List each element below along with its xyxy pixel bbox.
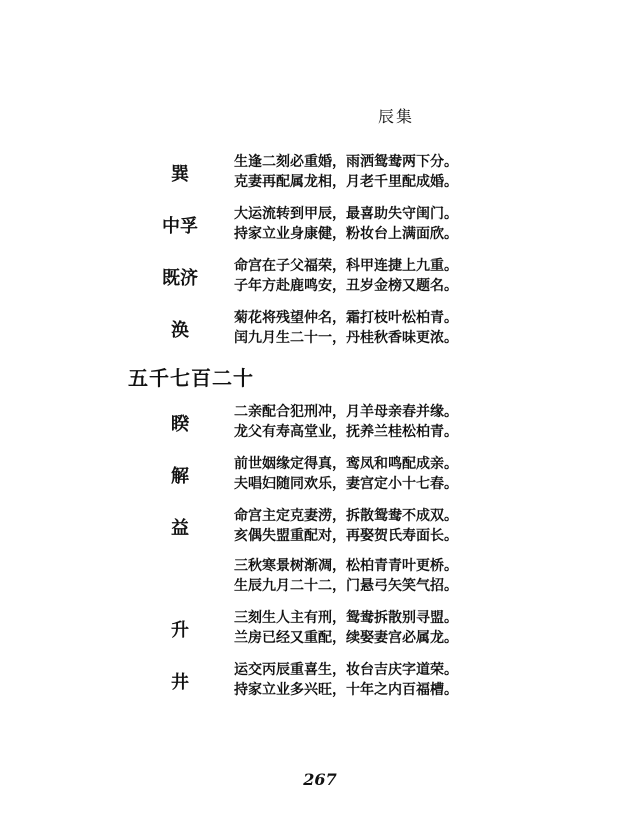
hexagram-name: 解 bbox=[171, 466, 189, 487]
verse-line: 持家立业多兴旺，十年之内百福槽。 bbox=[234, 682, 458, 698]
hexagram-name: 睽 bbox=[171, 414, 189, 435]
verse-line: 二亲配合犯刑冲，月羊母亲春并缘。 bbox=[234, 404, 458, 420]
verse bbox=[234, 402, 614, 442]
verse bbox=[234, 506, 614, 546]
hexagram-name: 井 bbox=[171, 672, 189, 693]
hexagram-name: 升 bbox=[171, 620, 189, 641]
page-header: 辰集 bbox=[378, 107, 415, 126]
verse-line: 龙父有寿高堂业，抚养兰桂松柏青。 bbox=[234, 424, 458, 440]
verse bbox=[234, 152, 614, 192]
verse-line: 前世姻缘定得真，鸾凤和鸣配成亲。 bbox=[234, 456, 458, 472]
verse-line: 三刻生人主有刑，鸳鸯拆散别寻盟。 bbox=[234, 610, 458, 626]
verse bbox=[234, 608, 614, 648]
entry-huan bbox=[0, 308, 640, 352]
entry-sheng bbox=[0, 608, 640, 652]
verse-line: 生逢二刻必重婚，雨洒鸳鸯两下分。 bbox=[234, 154, 458, 170]
verse-line: 子年方赴鹿鸣安，丑岁金榜又题名。 bbox=[234, 278, 458, 294]
hexagram-name: 益 bbox=[171, 518, 189, 539]
verse-line: 命宫在子父福荣，科甲连捷上九重。 bbox=[234, 258, 458, 274]
verse-line: 亥偶失盟重配对，再娶贺氏寿面长。 bbox=[234, 528, 458, 544]
verse-line: 命宫主定克妻涝，拆散鸳鸯不成双。 bbox=[234, 508, 458, 524]
verse bbox=[234, 308, 614, 348]
entry-jiji bbox=[0, 256, 640, 300]
entry-xun bbox=[0, 152, 640, 196]
verse-line: 菊花将残望仲名，霜打枝叶松柏青。 bbox=[234, 310, 458, 326]
hexagram-name: 涣 bbox=[171, 320, 189, 341]
entry-zhongfu bbox=[0, 204, 640, 248]
verse bbox=[234, 556, 614, 596]
entry-unnamed bbox=[0, 556, 640, 600]
page-number: 267 bbox=[303, 770, 337, 789]
verse-line: 运交丙辰重喜生，妆台吉庆字道荣。 bbox=[234, 662, 458, 678]
entry-jie bbox=[0, 454, 640, 498]
hexagram-name: 巽 bbox=[171, 164, 189, 185]
verse-line: 兰房已经又重配，续娶妻宫必属龙。 bbox=[234, 630, 458, 646]
section-title: 五千七百二十 bbox=[128, 366, 254, 390]
verse-line: 克妻再配属龙相，月老千里配成婚。 bbox=[234, 174, 458, 190]
verse bbox=[234, 256, 614, 296]
verse-line: 闰九月生二十一，丹桂秋香味更浓。 bbox=[234, 330, 458, 346]
hexagram-name: 中孚 bbox=[162, 216, 198, 237]
entry-jing bbox=[0, 660, 640, 704]
verse bbox=[234, 204, 614, 244]
verse-line: 持家立业身康健，粉妆台上满面欣。 bbox=[234, 226, 458, 242]
verse-line: 三秋寒景树渐凋，松柏青青叶更桥。 bbox=[234, 558, 458, 574]
verse-line: 大运流转到甲辰，最喜助失守闺门。 bbox=[234, 206, 458, 222]
entry-kui bbox=[0, 402, 640, 446]
verse-line: 夫唱妇随同欢乐，妻宫定小十七春。 bbox=[234, 476, 458, 492]
entry-yi bbox=[0, 506, 640, 550]
verse bbox=[234, 454, 614, 494]
verse bbox=[234, 660, 614, 700]
verse-line: 生辰九月二十二，门悬弓矢笑气招。 bbox=[234, 578, 458, 594]
hexagram-name: 既济 bbox=[162, 268, 198, 289]
